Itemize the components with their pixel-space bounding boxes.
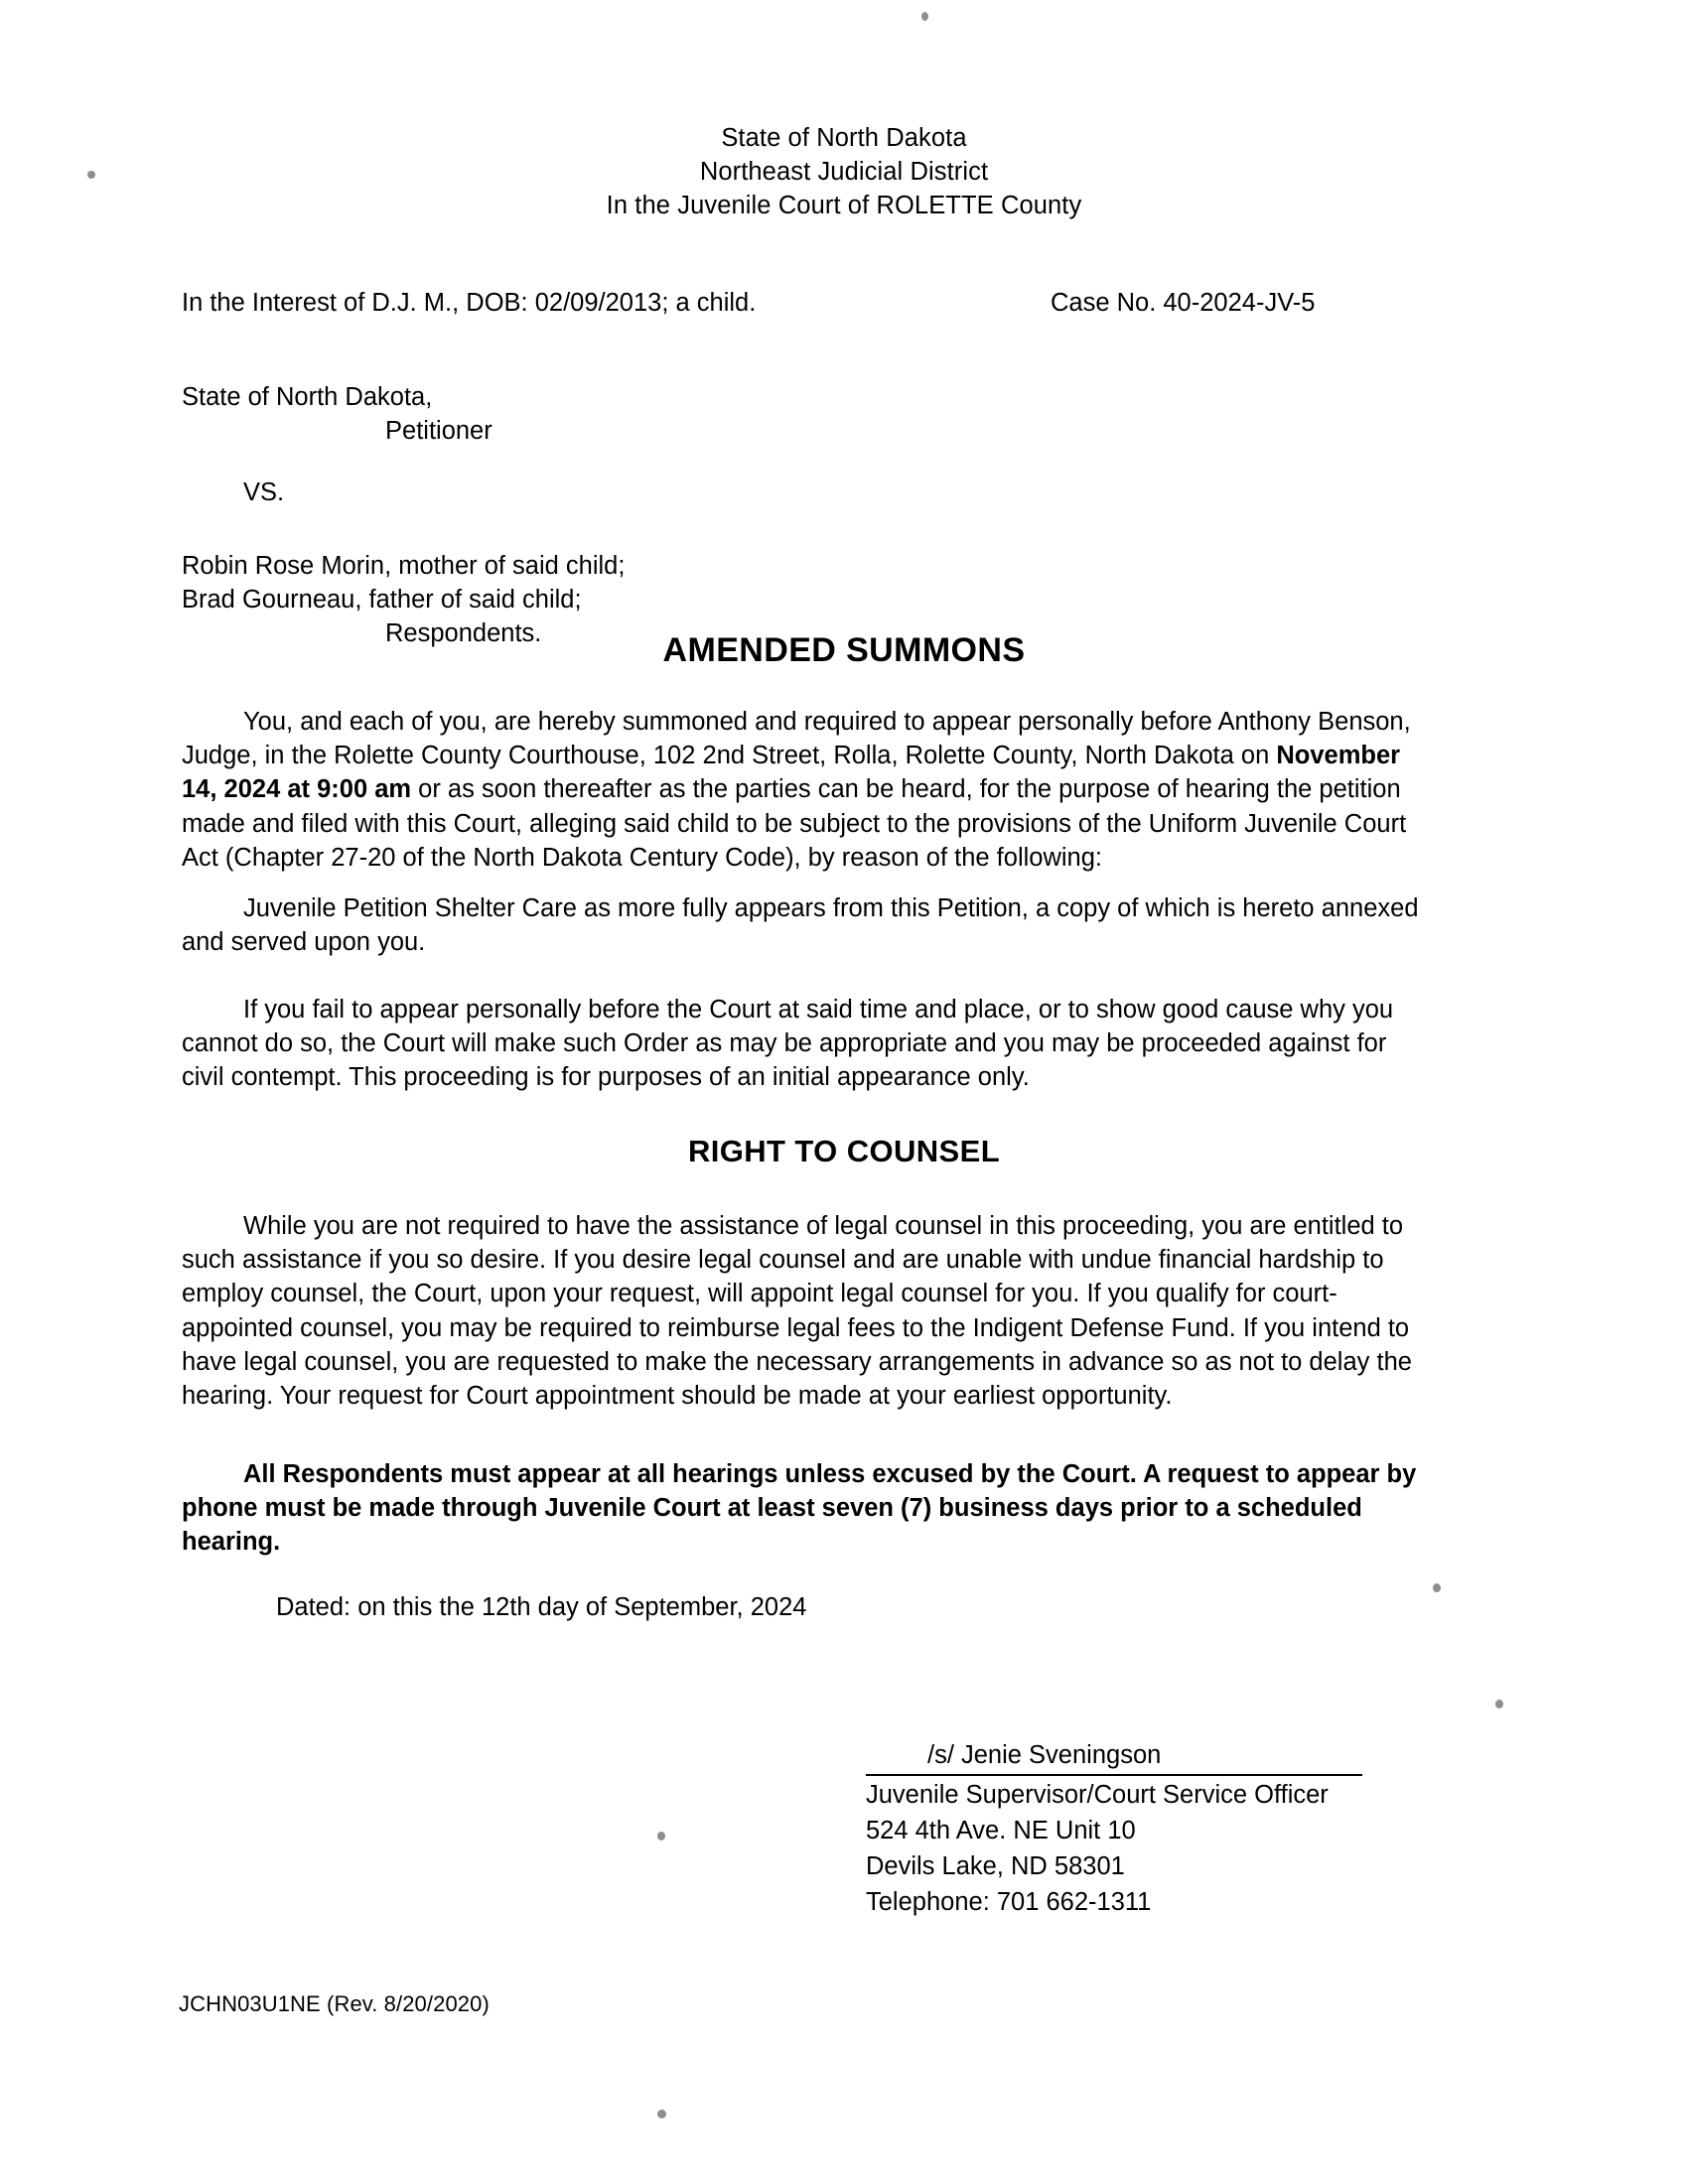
court-header	[0, 121, 1688, 222]
case-caption	[182, 286, 1502, 320]
respondent-father: Brad Gourneau, father of said child;	[182, 586, 582, 614]
versus-label: VS.	[243, 478, 285, 506]
shelter-care-text: Juvenile Petition Shelter Care as more fully appears from this Petition, a copy of which is hereto annexed and served upon you.	[182, 894, 1419, 957]
respondent-mother: Robin Rose Morin, mother of said child;	[182, 552, 626, 580]
paragraph-respondents-must-appear-text	[182, 1457, 1435, 1560]
scan-artifact-speck	[921, 12, 928, 21]
summons-text-part1: You, and each of you, are hereby summoned and required to appear personally before Anthony Benson, Judge, in the Rolette County Courthouse, 102 2nd Street, Rolla, Rolette County, North Dakota on	[182, 708, 1411, 770]
dated-line: Dated: on this the 12th day of September, 2024	[276, 1593, 807, 1621]
signature-address-line2: Devils Lake, ND 58301	[866, 1852, 1125, 1880]
paragraph-right-to-counsel-text	[182, 1209, 1435, 1413]
interest-of-line: In the Interest of D.J. M., DOB: 02/09/2013; a child.	[182, 289, 757, 317]
paragraph-shelter-care-text	[182, 891, 1435, 959]
form-footer-code: JCHN03U1NE (Rev. 8/20/2020)	[179, 1991, 490, 2016]
respondents-appear-text: All Respondents must appear at all hearings unless excused by the Court. A request to appear by phone must be made through Juvenile Court at least seven (7) business days prior to a scheduled hearing.	[182, 1460, 1417, 1557]
paragraph-respondents-must-appear	[182, 1457, 1435, 1587]
petitioner-label: Petitioner	[385, 417, 492, 445]
court-header-county: In the Juvenile Court of ROLETTE County	[606, 192, 1082, 219]
hearing-datetime: November 14, 2024 at 9:00 am	[182, 742, 1401, 804]
case-number: Case No. 40-2024-JV-5	[1051, 289, 1316, 317]
parties-block	[182, 352, 1373, 650]
court-header-state: State of North Dakota	[721, 124, 967, 152]
scan-artifact-speck	[657, 2110, 666, 2118]
signature-telephone: Telephone: 701 662-1311	[866, 1888, 1152, 1916]
petitioner-name: State of North Dakota,	[182, 383, 433, 411]
court-header-district: Northeast Judicial District	[699, 158, 989, 186]
page-title-amended-summons: AMENDED SUMMONS	[662, 631, 1026, 669]
summons-text-part2: or as soon thereafter as the parties can be heard, for the purpose of hearing the petition made and filed with this Court, alleging said child to be subject to the provisions of the Uniform Juvenile Court Act (Chapter 27-20 of the North Dakota Century Code), by reason of the following:	[182, 775, 1407, 872]
failure-to-appear-text: If you fail to appear personally before the Court at said time and place, or to show good cause why you cannot do so, the Court will make such Order as may be appropriate and you may be proceeded against for civil contempt. This proceeding is for purposes of an initial appearance only.	[182, 996, 1394, 1092]
section-title-right-to-counsel: RIGHT TO COUNSEL	[687, 1134, 1001, 1168]
caption-row	[182, 286, 1502, 320]
paragraph-shelter-care	[182, 891, 1435, 987]
signature-address-line1: 524 4th Ave. NE Unit 10	[866, 1817, 1136, 1844]
signature-line	[866, 1739, 1362, 1776]
counsel-text: While you are not required to have the assistance of legal counsel in this proceeding, you are entitled to such assistance if you so desire. If you desire legal counsel and are unable with undue financial hardship to employ counsel, the Court, upon your request, will appoint legal counsel for you. If you qualify for court-appointed counsel, you may be required to reimburse legal fees to the Indigent Defense Fund. If you intend to have legal counsel, you are requested to make the necessary arrangements in advance so as not to delay the hearing. Your request for Court appointment should be made at your earliest opportunity.	[182, 1212, 1412, 1411]
paragraph-failure-to-appear-text	[182, 993, 1435, 1095]
signature-block	[866, 1739, 1382, 1920]
signature-name: /s/ Jenie Sveningson	[927, 1741, 1162, 1769]
scan-artifact-speck	[657, 1832, 665, 1841]
paragraph-failure-to-appear	[182, 993, 1435, 1123]
paragraph-summons	[182, 705, 1435, 902]
paragraph-right-to-counsel	[182, 1209, 1435, 1440]
respondents-label: Respondents.	[385, 619, 542, 647]
signature-role: Juvenile Supervisor/Court Service Officer	[866, 1781, 1329, 1809]
paragraph-summons-text	[182, 705, 1435, 875]
scan-artifact-speck	[1495, 1700, 1503, 1708]
